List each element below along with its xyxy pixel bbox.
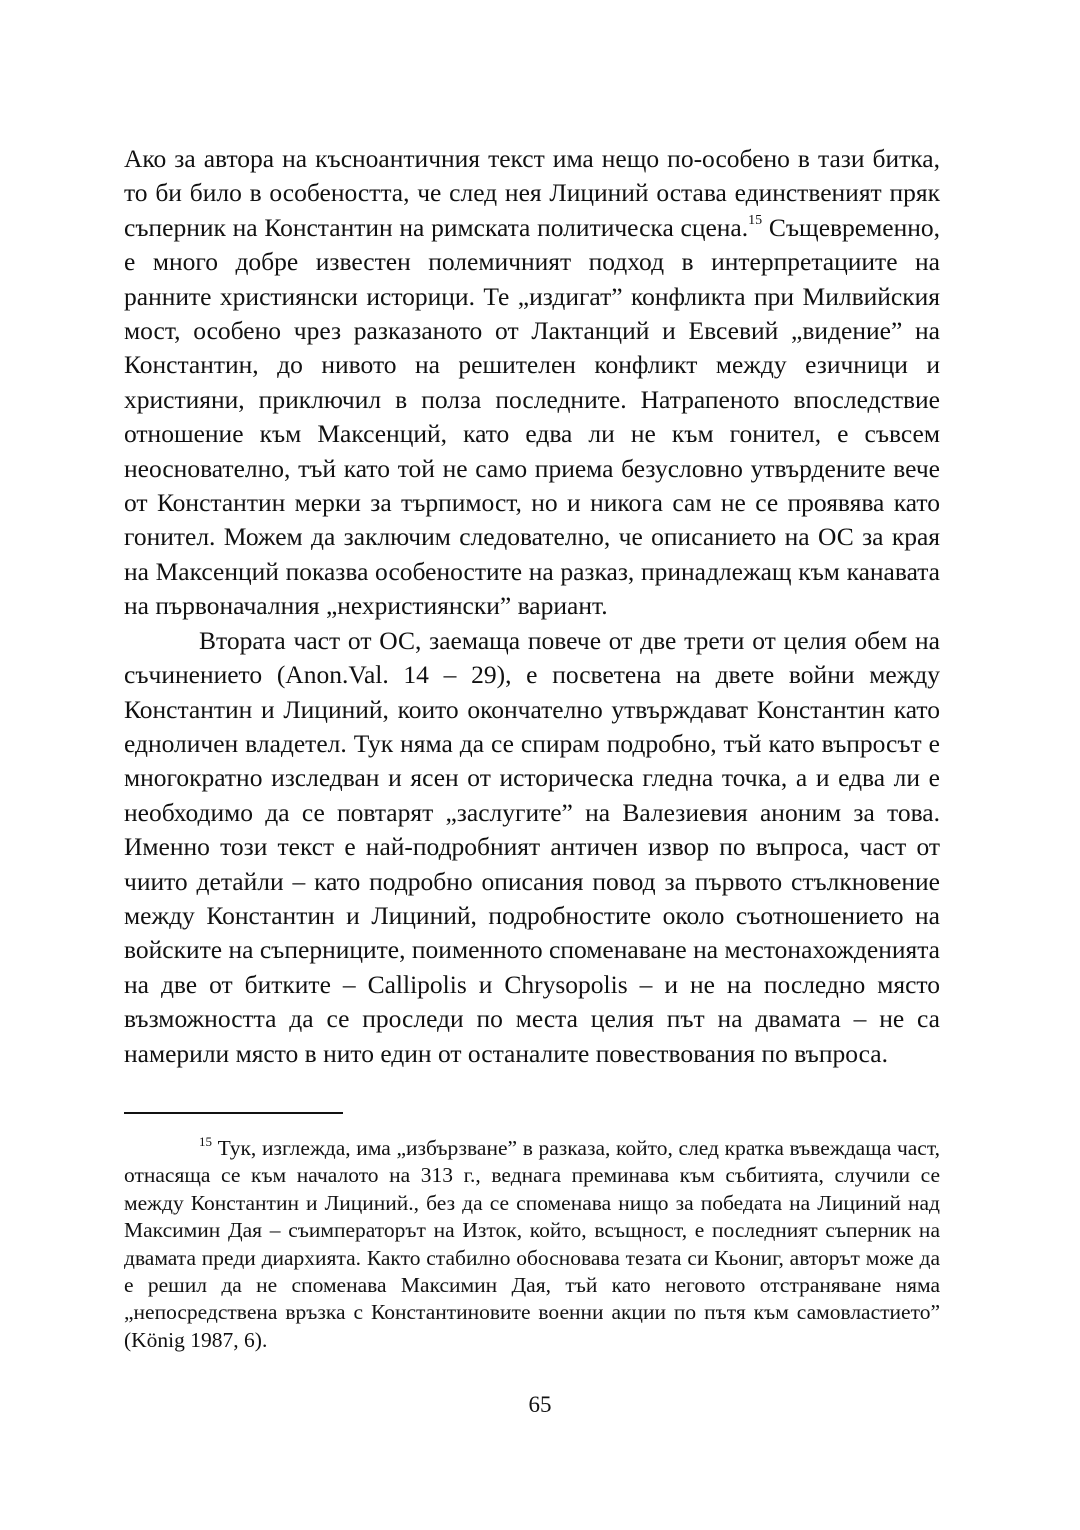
footnote-reference[interactable]: 15 [748, 213, 763, 229]
paragraph-1-text-b: Същевременно, е много добре известен полемичният подход в интерпретациите на ранните християнски историци. Те „издигат” конфликта при Милвийския мост, особено чрез разказаното от Лактанций и Евсевий „видение” на Константин, до нивото на решителен конфликт между езичници и християни, приключил в полза последните. Натрапеното впоследствие отношение към Максенций, като едва ли не към гонител, е съвсем неоснователно, тъй като той не само приема безусловно утвърдените вече от Константин мерки за търпимост, но и никога сам не се проявява като гонител. Можем да заключим следователно, че описанието на ОС за края на Максенций показва особеностите на разказ, принадлежащ към канавата на първоначалния „нехристиянски” вариант. [124, 212, 940, 621]
paragraph-2: Втората част от ОС, заемаща повече от две трети от целия обем на съчинението (Anon.Val. 14 – 29), е посветена на двете войни между Константин и Лициний, които окончателно утвърждават Константин като едноличен владетел. Тук няма да се спирам подробно, тъй като въпросът е многократно изследван и ясен от историческа гледна точка, а и едва ли е необходимо да се повтарят „заслугите” на Валезиевия аноним за това. Именно този текст е най-подробният античен извор по въпроса, част от чиито детайли – като подробно описания повод за първото стълкновение между Константин и Лициний, подробностите около съотношението на войските на съперниците, поименното споменаване на местонахожденията на две от битките – Callipolis и Chrysopolis – и не на последно място възможността да се проследи по места целия път на двамата – не са намерили място в нито един от останалите повествования по въпроса. [124, 625, 940, 1068]
footnote-separator [124, 1112, 343, 1114]
page-number: 65 [528, 1392, 552, 1417]
paragraph-1 [124, 142, 940, 624]
footnote-text: Тук, изглежда, има „избързване” в разказа, който, след кратка въвеждаща част, отнасяща се към началото на 313 г., веднага преминава към събитията, случили се между Константин и Лициний., без да се споменава нищо за победата на Лициний над Максимин Дая – съимператорът на Изток, който, всъщност, е последният съперник на двамата преди диархията. Както стабилно обосновава тезата си Кьониг, авторът може да е решил да не споменава Максимин Дая, тъй като неговото отстраняване няма „непосредствена връзка с Константиновите военни акции по пътя към самовластието” (König 1987, 6). [124, 1136, 940, 1352]
footnote-number: 15 [199, 1133, 212, 1149]
footnote [124, 1135, 940, 1354]
main-text [124, 142, 940, 1071]
paragraph-1-text-a: Ако за автора на късноантичния текст има нещо по-особено в тази битка, то би било в особеността, че след нея Лициний остава единственият пряк съперник на Константин на римската политическа сцена. [124, 144, 940, 242]
